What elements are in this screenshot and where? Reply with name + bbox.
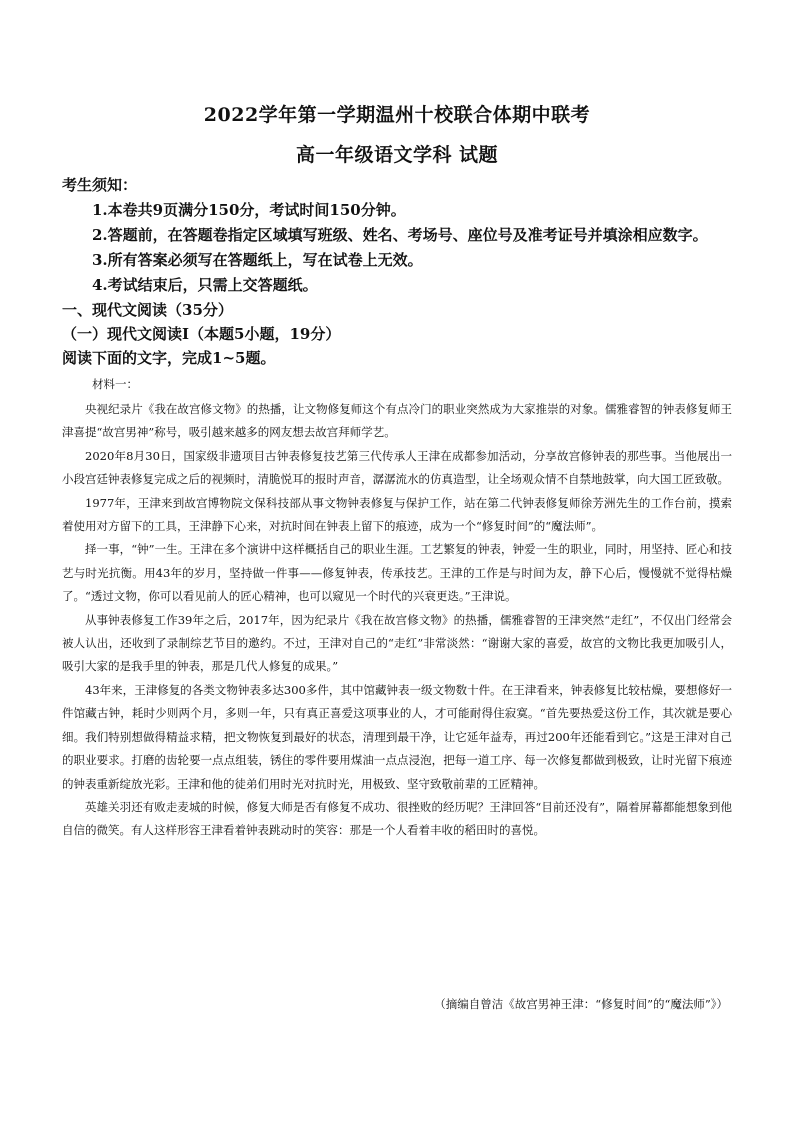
notice-heading: 考生须知： — [62, 176, 138, 194]
exam-title: 2022学年第一学期温州十校联合体期中联考 — [203, 104, 591, 126]
exam-subtitle: 高一年级语文学科 试题 — [295, 144, 499, 166]
notice-item: 2.答题前，在答题卷指定区域填写班级、姓名、考场号、座位号及准考证号并填涂相应数字。 — [92, 226, 708, 244]
article-body — [62, 398, 732, 843]
material-label: 材料一： — [92, 377, 138, 391]
article-paragraph: 2020年8月30日，国家级非遗项目古钟表修复技艺第三代传承人王津在成都参加活动，分享故宫修钟表的那些事。当他展出一小段宫廷钟表修复完成之后的视频时，清脆悦耳的报时声音，潺潺流水的仿真造型，让全场观众情不自禁地鼓掌，向大国工匠致敬。 — [62, 448, 732, 487]
article-paragraph: 央视纪录片《我在故宫修文物》的热播，让文物修复师这个有点冷门的职业突然成为大家推崇的对象。儒雅睿智的钟表修复师王津喜提“故宫男神”称号，吸引越来越多的网友想去故宫拜师学艺。 — [62, 402, 732, 440]
article-paragraph: 英雄关羽还有败走麦城的时候，修复大师是否有修复不成功、很挫败的经历呢？王津回答“目前还没有”，隔着屏幕都能想象到他自信的微笑。有人这样形容王津看着钟表跳动时的笑容：那是一个人看着丰收的稻田时的喜悦。 — [62, 799, 732, 838]
notice-item: 4.考试结束后，只需上交答题纸。 — [92, 276, 318, 294]
article-paragraph: 择一事，“钟”一生。王津在多个演讲中这样概括自己的职业生涯。工艺繁复的钟表，钟爱一生的职业，同时，用坚持、匠心和技艺与时光抗衡。用43年的岁月，坚持做一件事——修复钟表，传承技艺。王津的工作是与时间为友，静下心后，慢慢就不觉得枯燥了。“透过文物，你可以看见前人的匠心精神，也可以窥见一个时代的兴衰更迭。”王津说。 — [62, 542, 732, 604]
article-paragraph: 43年来，王津修复的各类文物钟表多达300多件，其中馆藏钟表一级文物数十件。在王津看来，钟表修复比较枯燥，要想修好一件馆藏古钟，耗时少则两个月，多则一年，只有真正喜爱这项事业的人，才可能耐得住寂寞。“首先要热爱这份工作，其次就是要心细。我们特别想做得精益求精，把文物恢复到最好的状态，清理到最干净，让它延年益寿，再过200年还能看到它。”这是王津对自己的职业要求。打磨的齿轮要一点点组装，锈住的零件要用煤油一点点浸泡，把每一道工序、每一次修复都做到极致，让时光留下痕迹的钟表重新绽放光彩。王津和他的徒弟们用时光对抗时光，用极致、坚守致敬前辈的工匠精神。 — [62, 682, 732, 791]
article-paragraph: 1977年，王津来到故宫博物院文保科技部从事文物钟表修复与保护工作，站在第二代钟表修复师徐芳洲先生的工作台前，摸索着使用对方留下的工具，王津静下心来，对抗时间在钟表上留下的痕迹，成为一个“修复时间”的“魔法师”。 — [62, 495, 732, 534]
section-heading: 一、现代文阅读（35分） — [62, 301, 233, 319]
notice-item: 3.所有答案必须写在答题纸上，写在试卷上无效。 — [92, 251, 423, 269]
subsection-heading: （一）现代文阅读Ⅰ（本题5小题，19分） — [62, 325, 341, 343]
article-source: （摘编自曾洁《故宫男神王津：“修复时间”的“魔法师”》） — [434, 997, 728, 1011]
reading-instruction: 阅读下面的文字，完成1~5题。 — [62, 349, 276, 367]
notice-item: 1.本卷共9页满分150分，考试时间150分钟。 — [92, 201, 406, 219]
article-paragraph: 从事钟表修复工作39年之后，2017年，因为纪录片《我在故宫修文物》的热播，儒雅睿智的王津突然“走红”，不仅出门经常会被人认出，还收到了录制综艺节目的邀约。不过，王津对自己的“走红”非常淡然：“谢谢大家的喜爱，故宫的文物比我更加吸引人，吸引大家的是我手里的钟表，那是几代人修复的成果。” — [62, 612, 732, 674]
